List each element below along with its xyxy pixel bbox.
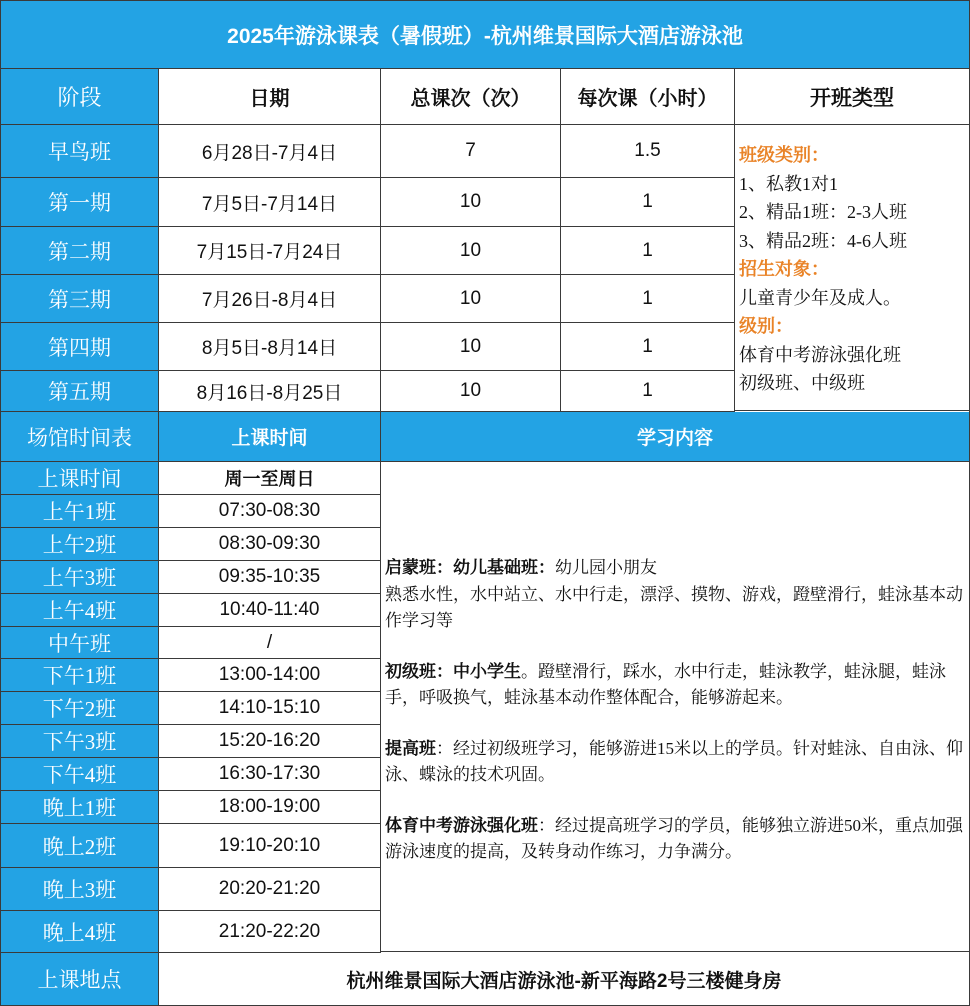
hours-cell: 1 (561, 178, 735, 227)
count-cell: 10 (381, 178, 561, 227)
header-stage: 阶段 (1, 69, 159, 125)
time-label: 下午3班 (1, 725, 159, 758)
time-value: 19:10-20:10 (159, 824, 381, 868)
date-cell: 7月26日-8月4日 (159, 275, 381, 323)
course-desc-beginner (385, 659, 969, 712)
class-time-header: 上课时间 (159, 412, 381, 462)
time-label: 下午1班 (1, 659, 159, 692)
time-label: 晚上4班 (1, 911, 159, 953)
time-label: 上课时间 (1, 462, 159, 495)
time-label: 上午2班 (1, 528, 159, 561)
course-title: 体育中考游泳强化班 (385, 815, 538, 835)
stage-cell: 第五期 (1, 371, 159, 412)
level-item: 体育中考游泳强化班 (739, 344, 901, 365)
course-desc-exam (385, 813, 969, 866)
time-label: 中午班 (1, 627, 159, 659)
level-heading: 级别： (739, 316, 793, 336)
count-cell: 10 (381, 323, 561, 371)
count-cell: 10 (381, 227, 561, 275)
date-cell: 8月5日-8月14日 (159, 323, 381, 371)
time-value: 18:00-19:00 (159, 791, 381, 824)
date-cell: 7月15日-7月24日 (159, 227, 381, 275)
hours-cell: 1 (561, 275, 735, 323)
page-title: 2025年游泳课表（暑假班）-杭州维景国际大酒店游泳池 (1, 1, 969, 69)
time-value: 09:35-10:35 (159, 561, 381, 594)
course-desc-enlightenment (385, 555, 969, 635)
count-cell: 10 (381, 275, 561, 323)
time-label: 上午4班 (1, 594, 159, 627)
hours-cell: 1 (561, 227, 735, 275)
hours-cell: 1 (561, 323, 735, 371)
learning-content-header: 学习内容 (381, 412, 969, 462)
course-desc-advanced (385, 736, 969, 789)
time-label: 上午3班 (1, 561, 159, 594)
course-title: 启蒙班：幼儿基础班： (385, 558, 555, 577)
time-label: 晚上1班 (1, 791, 159, 824)
course-text: ：经过初级班学习，能够游进15米以上的学员。针对蛙泳、自由泳、仰泳、蝶泳的技术巩固。 (385, 738, 963, 784)
time-label: 晚上3班 (1, 868, 159, 911)
course-text: ：经过提高班学习的学员，能够独立游进50米，重点加强游泳速度的提高，及转身动作练习，力争满分。 (385, 815, 963, 861)
audience-heading: 招生对象： (739, 259, 829, 279)
stage-cell: 早鸟班 (1, 125, 159, 178)
hours-cell: 1.5 (561, 125, 735, 178)
time-value: / (159, 627, 381, 659)
time-value: 07:30-08:30 (159, 495, 381, 528)
stage-cell: 第二期 (1, 227, 159, 275)
count-cell: 7 (381, 125, 561, 178)
learning-content (381, 462, 969, 952)
time-value: 13:00-14:00 (159, 659, 381, 692)
venue-schedule-header: 场馆时间表 (1, 412, 159, 462)
date-cell: 6月28日-7月4日 (159, 125, 381, 178)
level-item: 初级班、中级班 (739, 373, 865, 393)
count-cell: 10 (381, 371, 561, 412)
class-type-panel (735, 125, 969, 411)
time-label: 下午2班 (1, 692, 159, 725)
time-value: 16:30-17:30 (159, 758, 381, 791)
location-value: 杭州维景国际大酒店游泳池-新平海路2号三楼健身房 (159, 953, 969, 1005)
location-label: 上课地点 (1, 953, 159, 1005)
time-label: 上午1班 (1, 495, 159, 528)
audience-text: 儿童青少年及成人。 (739, 287, 901, 308)
date-cell: 8月16日-8月25日 (159, 371, 381, 412)
course-text: 。蹬壁滑行，踩水，水中行走，蛙泳教学，蛙泳腿，蛙泳手，呼吸换气，蛙泳基本动作整体配合，能够游起来。 (385, 661, 946, 707)
time-label: 下午4班 (1, 758, 159, 791)
date-cell: 7月5日-7月14日 (159, 178, 381, 227)
time-value: 周一至周日 (159, 462, 381, 495)
course-audience: 幼儿园小朋友 (555, 558, 657, 577)
category-item: 3、精品2班：4-6人班 (739, 230, 907, 251)
category-item: 2、精品1班：2-3人班 (739, 202, 907, 222)
header-date: 日期 (159, 69, 381, 125)
stage-cell: 第四期 (1, 323, 159, 371)
course-text: 熟悉水性，水中站立、水中行走，漂浮、摸物、游戏，蹬壁滑行，蛙泳基本动作学习等 (385, 584, 963, 630)
header-total-count: 总课次（次） (381, 69, 561, 125)
course-title: 提高班 (385, 738, 436, 758)
time-value: 14:10-15:10 (159, 692, 381, 725)
course-title: 初级班：中小学生 (385, 661, 521, 681)
stage-cell: 第三期 (1, 275, 159, 323)
header-hours: 每次课（小时） (561, 69, 735, 125)
time-value: 20:20-21:20 (159, 868, 381, 911)
time-value: 21:20-22:20 (159, 911, 381, 953)
time-value: 15:20-16:20 (159, 725, 381, 758)
stage-cell: 第一期 (1, 178, 159, 227)
hours-cell: 1 (561, 371, 735, 412)
category-item: 1、私教1对1 (739, 173, 838, 194)
category-heading: 班级类别： (739, 145, 829, 165)
time-value: 10:40-11:40 (159, 594, 381, 627)
time-label: 晚上2班 (1, 824, 159, 868)
header-class-type: 开班类型 (735, 69, 969, 125)
time-value: 08:30-09:30 (159, 528, 381, 561)
